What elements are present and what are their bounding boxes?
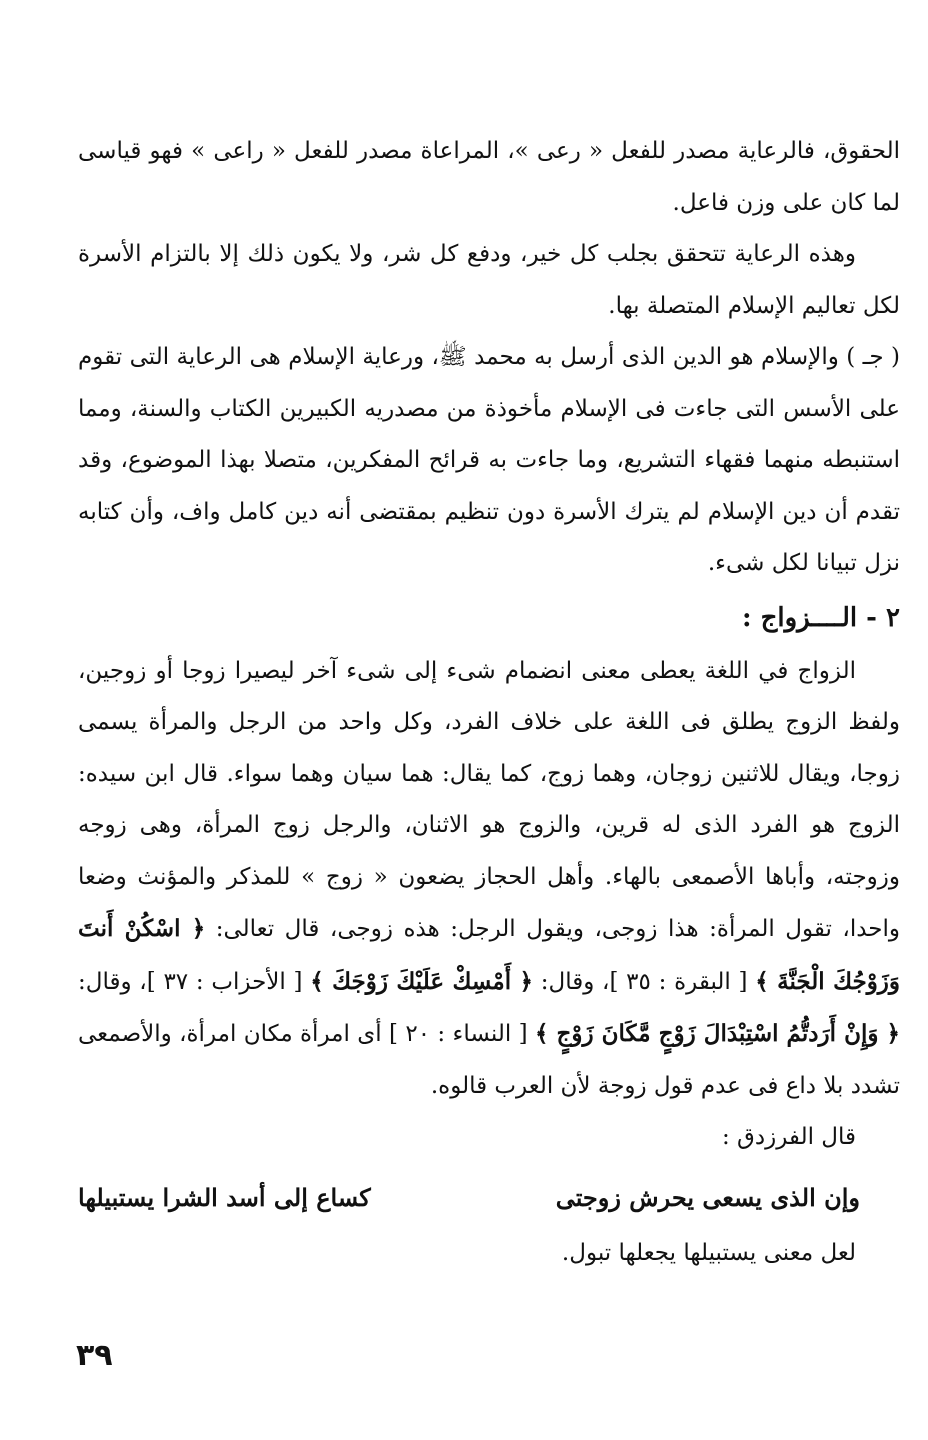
poet-intro: قال الفرزدق : bbox=[721, 1124, 856, 1150]
paragraph-1: الحقوق، فالرعاية مصدر للفعل « رعى »، المراعاة مصدر للفعل « راعى » فهو قياسى لما كان على وزن فاعل. bbox=[78, 138, 900, 216]
verse-first-hemistich: وإن الذى يسعى يحرش زوجتى bbox=[555, 1182, 860, 1212]
poetry-verse bbox=[78, 1168, 900, 1228]
paragraph-2: وهذه الرعاية تتحقق بجلب كل خير، ودفع كل شر، ولا يكون ذلك إلا بالتزام الأسرة لكل تعاليم الإسلام المتصلة بها. bbox=[78, 241, 900, 319]
page-number: ٣٩ bbox=[76, 1338, 113, 1373]
marriage-text-b: [ النساء : ٢٠ ] أى امرأة مكان امرأة، والأصمعى تشدد بلا داع فى عدم قول زوجة لأن العرب قالوه. bbox=[78, 1021, 900, 1099]
closing-note: لعل معنى يستبيلها يجعلها تبول. bbox=[561, 1239, 856, 1266]
quran-quote-1: ﴿ اسْكُنْ أَنتَ وَزَوْجُكَ الْجَنَّةَ ﴾ bbox=[78, 915, 901, 995]
marriage-text-a: الزواج في اللغة يعطى معنى انضمام شىء إلى شىء آخر ليصيرا زوجا أو زوجين، ولفظ الزوج يطلق فى اللغة على خلاف الفرد، وكل واحد من الرجل والمرأة يسمى زوجا، ويقال للاثنين زوجان، وهما زوج، كما يقال: هما سيان وهما سواء. قال ابن سيده: الزوج هو الفرد الذى له قرين، والزوج هو الاثنان، والرجل زوج المرأة، وهى زوجه وزوجته، وأباها الأصمعى بالهاء. وأهل الحجاز يضعون « زوج » للمذكر والمؤنث وضعا واحدا، تقول المرأة: هذا زوجى، ويقول الرجل: هذه زوجى، قال تعالى: bbox=[78, 657, 900, 942]
quran-ref-2: [ الأحزاب : ٣٧ ]، وقال: bbox=[78, 968, 303, 995]
verse-second-hemistich: كساع إلى أسد الشرا يستبيلها bbox=[78, 1182, 371, 1212]
page-body bbox=[78, 126, 900, 1279]
section-heading: ٢ - الــــزواج : bbox=[741, 602, 900, 633]
quran-quote-3: ﴿ وَإِنْ أَرَدتُّمُ اسْتِبْدَالَ زَوْجٍ مَّكَانَ زَوْجٍ ﴾ bbox=[534, 1020, 900, 1047]
paragraph-marriage bbox=[78, 646, 900, 1113]
paragraph-3: ( جـ ) والإسلام هو الدين الذى أرسل به محمد ﷺ، ورعاية الإسلام هى الرعاية التى تقوم على الأسس التى جاءت فى الإسلام مأخوذة من مصدريه الكبيرين الكتاب والسنة، ومما استنبطه منهما فقهاء التشريع، وما جاءت به قرائح المفكرين، متصلا بهذا الموضوع، وقد تقدم أن دين الإسلام لم يترك الأسرة دون تنظيم بمقتضى أنه دين كامل واف، وأن كتابه نزل تبيانا لكل شىء. bbox=[78, 344, 900, 576]
quran-ref-1: [ البقرة : ٣٥ ]، وقال: bbox=[540, 968, 748, 995]
quran-quote-2: ﴿ أَمْسِكْ عَلَيْكَ زَوْجَكَ ﴾ bbox=[310, 967, 534, 995]
